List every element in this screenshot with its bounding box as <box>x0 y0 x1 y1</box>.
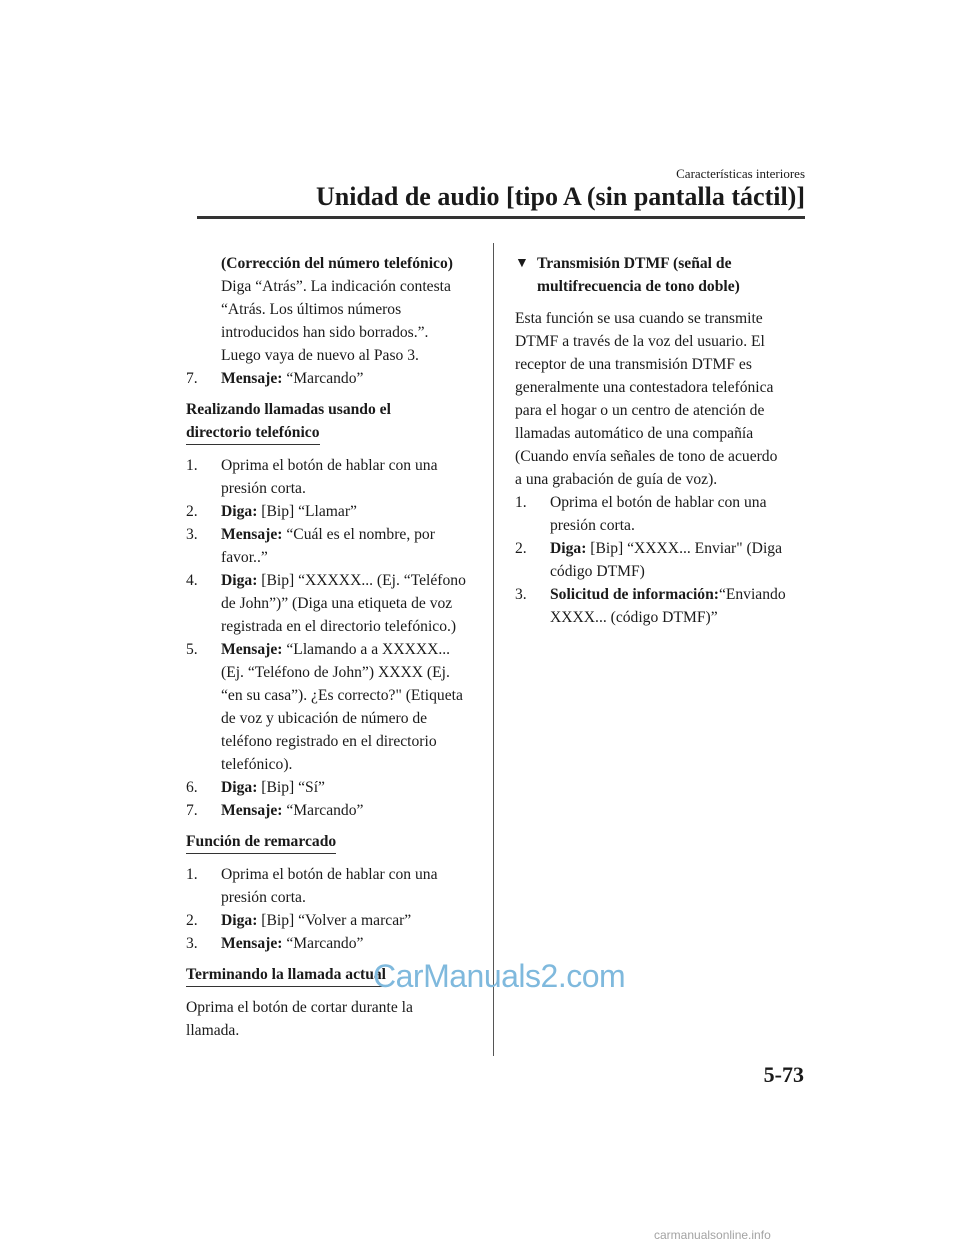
paragraph-line: receptor de una transmisión DTMF es <box>515 356 752 373</box>
step-text: “Marcando” <box>282 370 364 387</box>
step-number: 4. <box>186 572 198 589</box>
step-number: 3. <box>515 586 527 603</box>
step-line <box>550 537 800 560</box>
step-label: Diga: <box>221 572 258 589</box>
step-text: “Enviando <box>718 586 786 603</box>
step-line: “en su casa”). ¿Es correcto?" (Etiqueta <box>221 687 463 704</box>
step-line <box>550 583 800 606</box>
paragraph-line: Oprima el botón de cortar durante la <box>186 999 413 1016</box>
step-item <box>186 454 481 500</box>
correction-subheading: (Corrección del número telefónico) <box>221 255 453 272</box>
watermark-logo: CarManuals2.com <box>373 958 626 994</box>
step-label: Mensaje: <box>221 370 283 387</box>
correction-line: Diga “Atrás”. La indicación contesta <box>221 278 451 295</box>
paragraph-line: llamadas automático de una compañía <box>515 425 754 442</box>
step-item <box>186 776 481 799</box>
step-line <box>221 909 481 932</box>
paragraph-line: a una grabación de guía de voz). <box>515 471 718 488</box>
section-heading-phonebook <box>186 398 481 445</box>
page-number: 5-73 <box>763 1062 804 1087</box>
step-line <box>221 454 481 477</box>
step-text: “Marcando” <box>282 802 364 819</box>
end-call-paragraph <box>186 996 481 1042</box>
step-line <box>221 799 481 822</box>
step-item <box>515 491 800 537</box>
step-line <box>221 932 481 955</box>
phonebook-steps <box>186 454 481 822</box>
step-item <box>186 500 481 523</box>
step-line: favor..” <box>221 549 268 566</box>
step-label: Mensaje: <box>221 802 283 819</box>
step-item <box>515 583 800 629</box>
step-label: Solicitud de información: <box>550 586 719 603</box>
heading-line: Realizando llamadas usando el <box>186 401 391 418</box>
step-number: 2. <box>186 503 198 520</box>
step-text: [Bip] “XXXX... Enviar" (Diga <box>586 540 782 557</box>
paragraph-line: Esta función se usa cuando se transmite <box>515 310 763 327</box>
section-heading-redial <box>186 830 481 854</box>
step-label: Diga: <box>221 912 258 929</box>
step-number: 1. <box>186 457 198 474</box>
step-number: 7. <box>186 370 198 387</box>
step-line: registrada en el directorio telefónico.) <box>221 618 457 635</box>
chapter-title: Unidad de audio [tipo A (sin pantalla táctil)] <box>315 182 805 211</box>
step-line <box>221 776 481 799</box>
step-number: 7. <box>186 802 198 819</box>
correction-line: “Atrás. Los últimos números <box>221 301 402 318</box>
step-line: presión corta. <box>221 480 306 497</box>
step-line: presión corta. <box>550 517 635 534</box>
step-line <box>221 523 481 546</box>
step-item <box>186 569 481 638</box>
step-item <box>186 638 481 776</box>
step-label: Mensaje: <box>221 526 283 543</box>
dtmf-paragraph <box>515 307 800 491</box>
step-label: Mensaje: <box>221 935 283 952</box>
step-text: Oprima el botón de hablar con una <box>221 457 438 474</box>
paragraph-line: para el hogar o un centro de atención de <box>515 402 765 419</box>
redial-steps <box>186 863 481 955</box>
step-number: 2. <box>515 540 527 557</box>
correction-line: introducidos han sido borrados.”. <box>221 324 429 341</box>
step-number: 2. <box>186 912 198 929</box>
step-line: de voz y ubicación de número de <box>221 710 428 727</box>
step-text: [Bip] “Sí” <box>257 779 325 796</box>
step-item <box>515 537 800 583</box>
step-number: 6. <box>186 779 198 796</box>
step-item <box>186 909 481 932</box>
paragraph-line: generalmente una contestadora telefónica <box>515 379 774 396</box>
column-divider <box>493 243 494 1056</box>
step-number: 1. <box>186 866 198 883</box>
step-text: “Marcando” <box>282 935 364 952</box>
left-column <box>186 252 481 1042</box>
step-item <box>186 799 481 822</box>
step-line <box>550 491 800 514</box>
step-text: [Bip] “XXXXX... (Ej. “Teléfono <box>257 572 466 589</box>
step-label: Mensaje: <box>221 641 283 658</box>
step-item <box>186 932 481 955</box>
step-line <box>221 863 481 886</box>
step-line: código DTMF) <box>550 563 645 580</box>
step-line <box>221 500 481 523</box>
dtmf-heading <box>515 252 800 298</box>
step-line: XXXX... (código DTMF)” <box>550 609 718 626</box>
section-label: Características interiores <box>676 166 805 181</box>
step-item <box>186 523 481 569</box>
step-line: de John”)” (Diga una etiqueta de voz <box>221 595 453 612</box>
paragraph-line: DTMF a través de la voz del usuario. El <box>515 333 765 350</box>
right-column <box>515 252 800 629</box>
step-text: [Bip] “Llamar” <box>257 503 357 520</box>
step-item <box>186 863 481 909</box>
step-text: “Cuál es el nombre, por <box>282 526 435 543</box>
step-text: Oprima el botón de hablar con una <box>550 494 767 511</box>
step-line <box>221 569 481 592</box>
step-line: teléfono registrado en el directorio <box>221 733 437 750</box>
heading-line: Transmisión DTMF (señal de <box>537 255 732 272</box>
step-label: Diga: <box>221 779 258 796</box>
correction-line: Luego vaya de nuevo al Paso 3. <box>221 347 419 364</box>
heading-line: Función de remarcado <box>186 832 336 854</box>
triangle-down-icon: ▼ <box>515 256 529 271</box>
step-number: 3. <box>186 935 198 952</box>
step-line: telefónico). <box>221 756 293 773</box>
step-line <box>221 638 481 661</box>
header-rule <box>197 216 805 219</box>
step-line: (Ej. “Teléfono de John”) XXXX (Ej. <box>221 664 450 681</box>
step-number: 5. <box>186 641 198 658</box>
step-number: 1. <box>515 494 527 511</box>
step-label: Diga: <box>221 503 258 520</box>
step-text: [Bip] “Volver a marcar” <box>257 912 412 929</box>
footer-site-text: carmanualsonline.info <box>654 1228 771 1242</box>
heading-line: multifrecuencia de tono doble) <box>537 278 740 295</box>
paragraph-line: (Cuando envía señales de tono de acuerdo <box>515 448 778 465</box>
dtmf-steps <box>515 491 800 629</box>
step-item <box>186 367 481 390</box>
step-label: Diga: <box>550 540 587 557</box>
step-number: 3. <box>186 526 198 543</box>
paragraph-line: llamada. <box>186 1022 240 1039</box>
heading-line: directorio telefónico <box>186 423 320 445</box>
step-text: “Llamando a a XXXXX... <box>282 641 451 658</box>
heading-line: Terminando la llamada actual <box>186 965 386 987</box>
step-line: presión corta. <box>221 889 306 906</box>
step-text: Oprima el botón de hablar con una <box>221 866 438 883</box>
